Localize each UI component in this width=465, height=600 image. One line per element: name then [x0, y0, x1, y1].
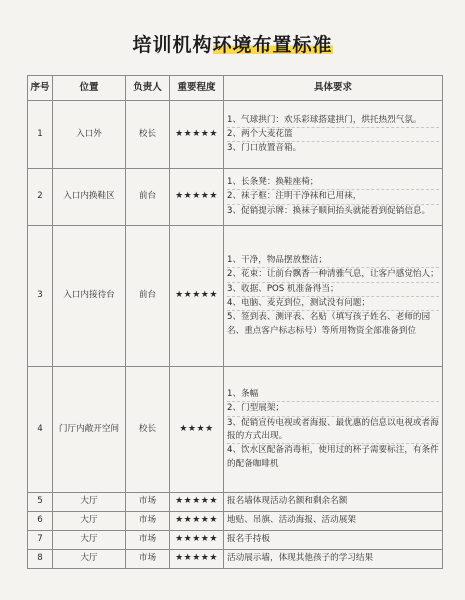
- title-main: 培训机构: [132, 34, 213, 56]
- cell-owner: 市场: [126, 531, 170, 550]
- cell-owner: 市场: [126, 550, 170, 569]
- cell-importance: ★★★★★: [170, 493, 224, 512]
- cell-requirements: [224, 512, 443, 531]
- table-row: [28, 169, 443, 226]
- cell-requirements: [224, 101, 443, 169]
- table-row: [28, 512, 443, 531]
- cell-importance: ★★★★★: [170, 226, 224, 367]
- requirement-line: 报名墙体现活动名额和剩余名额: [227, 496, 348, 507]
- cell-requirements: [224, 531, 443, 550]
- cell-location: 大厅: [53, 493, 126, 512]
- requirement-line: 4、饮水区配备消毒柜，使用过的杯子需要标注，有条件的配备咖啡机: [227, 445, 439, 469]
- cell-no: 3: [28, 226, 53, 367]
- cell-no: 2: [28, 169, 53, 226]
- requirement-line: 2、门型展架；: [227, 402, 439, 416]
- cell-importance: ★★★★★: [170, 531, 224, 550]
- cell-location: 门厅内敞开空间: [53, 367, 126, 493]
- requirement-line: 5、签到表、测评表、名贴（填写孩子姓名、老师的园名、重点客户标志标号）等所用物资全部准备到位: [227, 312, 431, 336]
- requirement-line: 2、两个大麦花篮: [227, 128, 439, 142]
- cell-owner: 校长: [126, 367, 170, 493]
- cell-requirements: [224, 169, 443, 226]
- cell-location: 大厅: [53, 550, 126, 569]
- requirement-line: 地贴、吊旗、活动海报、活动展架: [227, 515, 356, 526]
- requirement-line: 报名手持板: [227, 534, 270, 545]
- cell-importance: ★★★★★: [170, 550, 224, 569]
- cell-requirements: [224, 226, 443, 367]
- cell-importance: ★★★★★: [170, 101, 224, 169]
- standards-table: [27, 75, 443, 569]
- cell-location: 入口外: [53, 101, 126, 169]
- table-row: [28, 493, 443, 512]
- cell-no: 8: [28, 550, 53, 569]
- cell-no: 4: [28, 367, 53, 493]
- cell-no: 6: [28, 512, 53, 531]
- cell-requirements: [224, 493, 443, 512]
- table-row: [28, 531, 443, 550]
- cell-owner: 校长: [126, 101, 170, 169]
- cell-owner: 前台: [126, 226, 170, 367]
- requirement-line: 活动展示墙，体现其他孩子的学习结果: [227, 553, 374, 564]
- cell-owner: 市场: [126, 493, 170, 512]
- requirement-line: 2、袜子框：注明干净袜和已用袜，: [227, 190, 439, 204]
- requirement-line: 2、花束：让前台飘香一种清雅气息，让客户感觉怡人；: [227, 268, 439, 282]
- requirement-line: 3、促销宣传电视或者海报、最优惠的信息以电视或者海报的方式出现。: [227, 417, 439, 445]
- header-owner: 负责人: [126, 76, 170, 101]
- requirement-line: 3、收据、POS 机准备得当；: [227, 283, 439, 297]
- cell-location: 入口内换鞋区: [53, 169, 126, 226]
- cell-owner: 前台: [126, 169, 170, 226]
- cell-requirements: [224, 550, 443, 569]
- requirement-line: 1、气球拱门：欢乐彩球搭建拱门，烘托热烈气氛。: [227, 114, 439, 128]
- table-row: [28, 367, 443, 493]
- cell-location: 大厅: [53, 512, 126, 531]
- header-no: 序号: [28, 76, 53, 101]
- cell-importance: ★★★★: [170, 367, 224, 493]
- requirement-line: 1、干净，物品摆放整洁；: [227, 254, 439, 268]
- cell-no: 5: [28, 493, 53, 512]
- table-row: [28, 550, 443, 569]
- requirement-line: 3、促销提示牌：换袜子顺间抬头就能看到促销信息。: [227, 205, 431, 216]
- title-highlight: 环境布置标准: [212, 34, 333, 56]
- cell-importance: ★★★★★: [170, 169, 224, 226]
- table-row: [28, 226, 443, 367]
- cell-no: 7: [28, 531, 53, 550]
- cell-location: 入口内接待台: [53, 226, 126, 367]
- cell-requirements: [224, 367, 443, 493]
- requirement-line: 4、电脑、麦克到位，测试没有问题；: [227, 297, 439, 311]
- header-location: 位置: [53, 76, 126, 101]
- requirement-line: 1、条幅: [227, 388, 439, 402]
- requirement-line: 1、长条凳：换鞋座椅；: [227, 176, 439, 190]
- page-title: [0, 30, 465, 57]
- header-importance: 重要程度: [170, 76, 224, 101]
- header-requirements: 具体要求: [224, 76, 443, 101]
- cell-no: 1: [28, 101, 53, 169]
- table-row: [28, 101, 443, 169]
- requirement-line: 3、门口放置音箱。: [227, 143, 302, 154]
- cell-importance: ★★★★★: [170, 512, 224, 531]
- cell-location: 大厅: [53, 531, 126, 550]
- table-header-row: [28, 76, 443, 101]
- table-body: [28, 101, 443, 569]
- cell-owner: 市场: [126, 512, 170, 531]
